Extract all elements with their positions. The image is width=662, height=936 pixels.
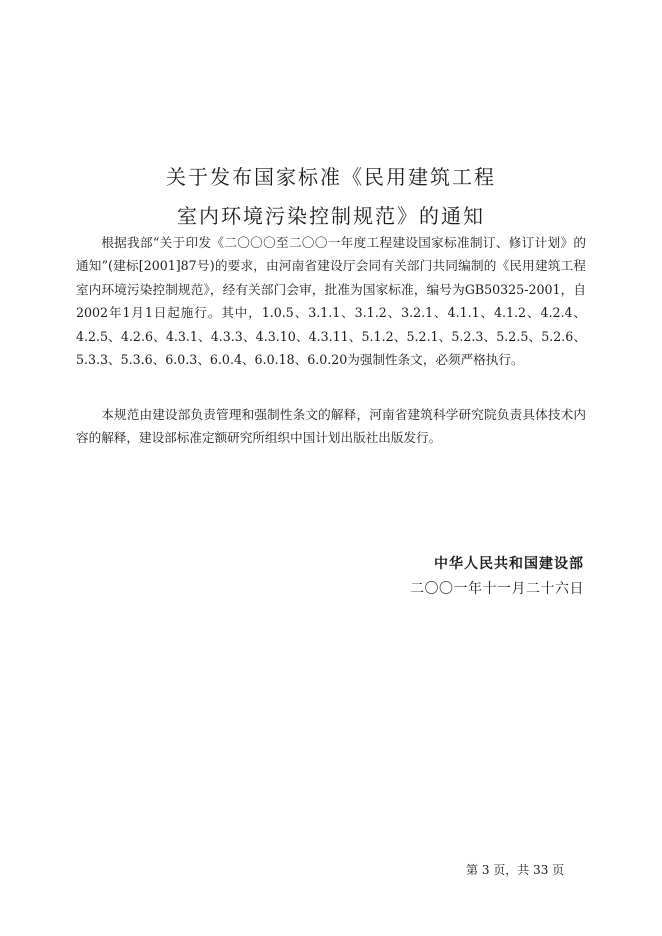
body-paragraph-2-container [76, 403, 586, 450]
page-number: 第 3 页，共 33 页 [466, 863, 565, 877]
document-title-line-1: 关于发布国家标准《民用建筑工程 [166, 165, 496, 189]
document-title-line-2: 室内环境污染控制规范》的通知 [177, 204, 485, 228]
issue-date: 二〇〇一年十一月二十六日 [410, 581, 584, 597]
body-paragraph-1: 根据我部“关于印发《二〇〇〇至二〇〇一年度工程建设国家标准制订、修订计划》的通知”(建标[2001]87号)的要求，由河南省建设厅会同有关部门共同编制的《民用建筑工程室内环境污染控制规范》，经有关部门会审，批准为国家标准，编号为GB50325-2001，自2002年1月1日起施行。其中，1.0.5、3.1.1、3.1.2、3.2.1、4.1.1、4.1.2、4.2.4、4.2.5、4.2.6、4.3.1、4.3.3、4.3.10、4.3.11、5.1.2、5.2.1、5.2.3、5.2.5、5.2.6、5.3.3、5.3.6、6.0.3、6.0.4、6.0.18、6.0.20为强制性条文，必须严格执行。 [76, 235, 586, 368]
body-paragraph-1-container [76, 231, 586, 371]
body-paragraph-2: 本规范由建设部负责管理和强制性条文的解释，河南省建筑科学研究院负责具体技术内容的解释，建设部标准定额研究所组织中国计划出版社出版发行。 [76, 407, 586, 446]
issuer-name: 中华人民共和国建设部 [434, 556, 584, 572]
